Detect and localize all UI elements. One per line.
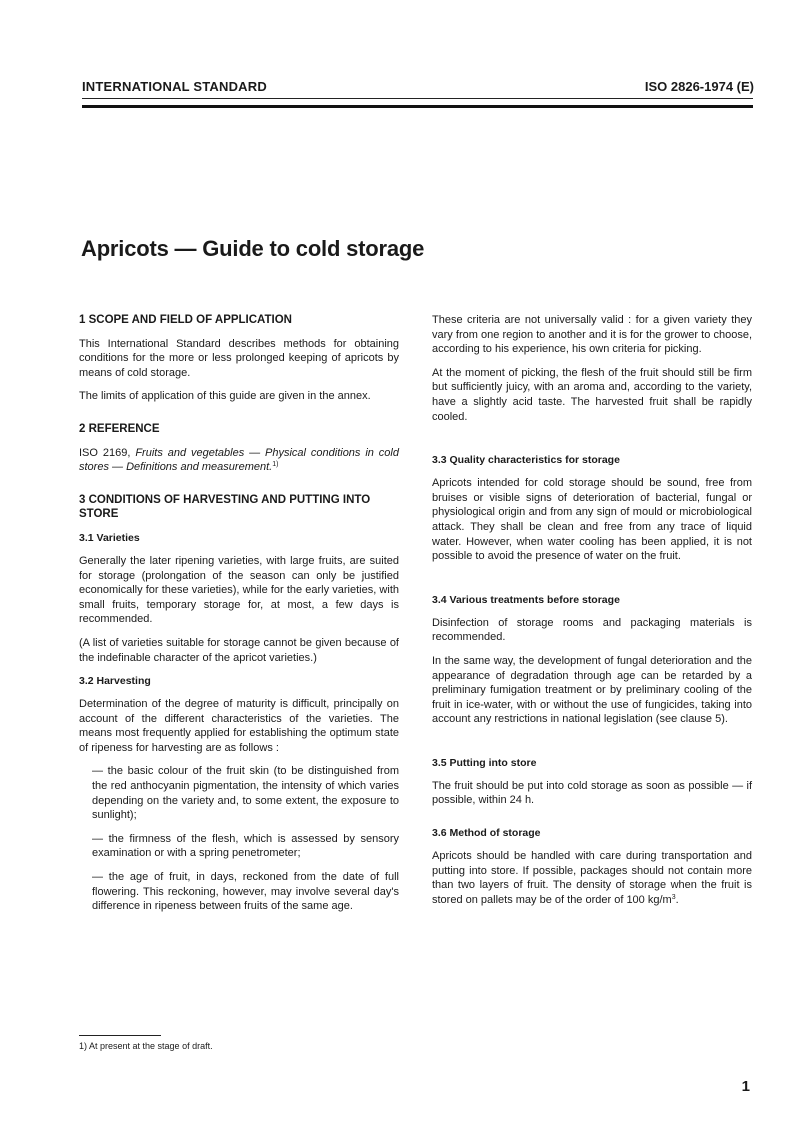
section-3-1-heading: 3.1 Varieties: [79, 531, 140, 544]
section-3-4-paragraph-1: Disinfection of storage rooms and packaging materials is recommended.: [432, 616, 752, 644]
section-3-5-heading: 3.5 Putting into store: [432, 756, 537, 769]
header-rule-thick: [82, 105, 753, 108]
harvest-criterion-colour: — the basic colour of the fruit skin (to be distinguished from the red anthocyanin pigmentation, the intensity of which varies depending on the variety and, to some extent, the exposure to sunlight);: [92, 765, 399, 822]
footnote-marker: 1): [272, 461, 279, 469]
section-3-1-paragraph-1: Generally the later ripening varieties, with large fruits, are suited for storage (prolongation of the season can only be justified economically for these varieties), while for the early varieties, with small fruits, temporary storage for, at most, a few days is recommended.: [79, 554, 399, 626]
section-3-3-paragraph: Apricots intended for cold storage should be sound, free from bruises or visible signs of deterioration of bacterial, fungal or physiological origin and from any sign of mould or microbiological attack. They shall be clean and free from any trace of liquid water. However, when water cooling has been applied, it is not possible to avoid the presence of water on the fruit.: [432, 477, 752, 563]
document-title: Apricots — Guide to cold storage: [81, 236, 425, 261]
running-header-left: INTERNATIONAL STANDARD: [82, 79, 267, 94]
footnote-rule: [79, 1035, 161, 1036]
picking-paragraph: At the moment of picking, the flesh of the fruit should still be firm but sufficiently juicy, with an aroma and, according to the variety, have a slightly acid taste. The harvested fruit shall be rapidly cooled.: [432, 366, 752, 423]
section-3-4-paragraph-2: In the same way, the development of fungal deterioration and the appearance of degradation through age can be retarded by a preliminary fumigation treatment or by preliminary cooling of the fruit in ice-water, with or without the use of fungicides, taking into account any restrictions in national legislation (see clause 5).: [432, 654, 752, 726]
left-column: [79, 313, 399, 923]
harvest-criterion-age: — the age of fruit, in days, reckoned from the date of full flowering. This reckoning, however, may involve several day's difference in ripeness between fruits of the same age.: [92, 871, 399, 913]
header-rule-thin: [82, 98, 753, 99]
page-number: 1: [741, 1078, 750, 1095]
section-1-heading: 1 SCOPE AND FIELD OF APPLICATION: [79, 314, 292, 326]
section-1-paragraph-1: This International Standard describes methods for obtaining conditions for the more or less prolonged keeping of apricots by means of cold storage.: [79, 337, 399, 379]
section-3-2-heading: 3.2 Harvesting: [79, 675, 151, 688]
section-2-reference: [79, 446, 399, 475]
section-1-paragraph-2: The limits of application of this guide are given in the annex.: [79, 390, 371, 403]
criteria-paragraph: These criteria are not universally valid : for a given variety they vary from one region to another and it is for the grower to choose, according to his experience, his own criteria for picking.: [432, 314, 752, 356]
section-3-1-paragraph-2: (A list of varieties suitable for storage cannot be given because of the indefinable character of the apricot varieties.): [79, 636, 399, 664]
section-3-5-paragraph: The fruit should be put into cold storage as soon as possible — if possible, within 24 h.: [432, 779, 752, 807]
running-header-right: ISO 2826-1974 (E): [644, 79, 754, 94]
reference-code: ISO 2169,: [79, 446, 131, 459]
unit-exponent: 3: [671, 893, 676, 901]
storage-text: Apricots should be handled with care during transportation and putting into store. If possible, packages should not contain more than two layers of fruit. The density of storage when the fruit is stored on pallets may be of the order of 100 kg/m: [432, 850, 752, 906]
section-3-6-heading: 3.6 Method of storage: [432, 827, 541, 840]
reference-title: Fruits and vegetables — Physical conditions in cold stores — Definitions and measurement.: [79, 446, 399, 474]
section-3-4-heading: 3.4 Various treatments before storage: [432, 593, 620, 606]
storage-text-end: .: [675, 893, 679, 906]
section-3-3-heading: 3.3 Quality characteristics for storage: [432, 454, 620, 467]
section-3-2-paragraph-1: Determination of the degree of maturity is difficult, principally on account of the different characteristics of the varieties. The means most frequently applied for establishing the optimum state of ripeness for harvesting are as follows :: [79, 698, 399, 754]
footnote: 1) At present at the stage of draft.: [79, 1041, 213, 1051]
section-3-heading: 3 CONDITIONS OF HARVESTING AND PUTTING INTO STORE: [79, 493, 371, 521]
section-3-6-paragraph: [432, 849, 752, 907]
right-column: [432, 313, 752, 916]
harvest-criterion-firmness: — the firmness of the flesh, which is assessed by sensory examination or with a spring penetrometer;: [92, 832, 399, 860]
section-2-heading: 2 REFERENCE: [79, 422, 160, 435]
